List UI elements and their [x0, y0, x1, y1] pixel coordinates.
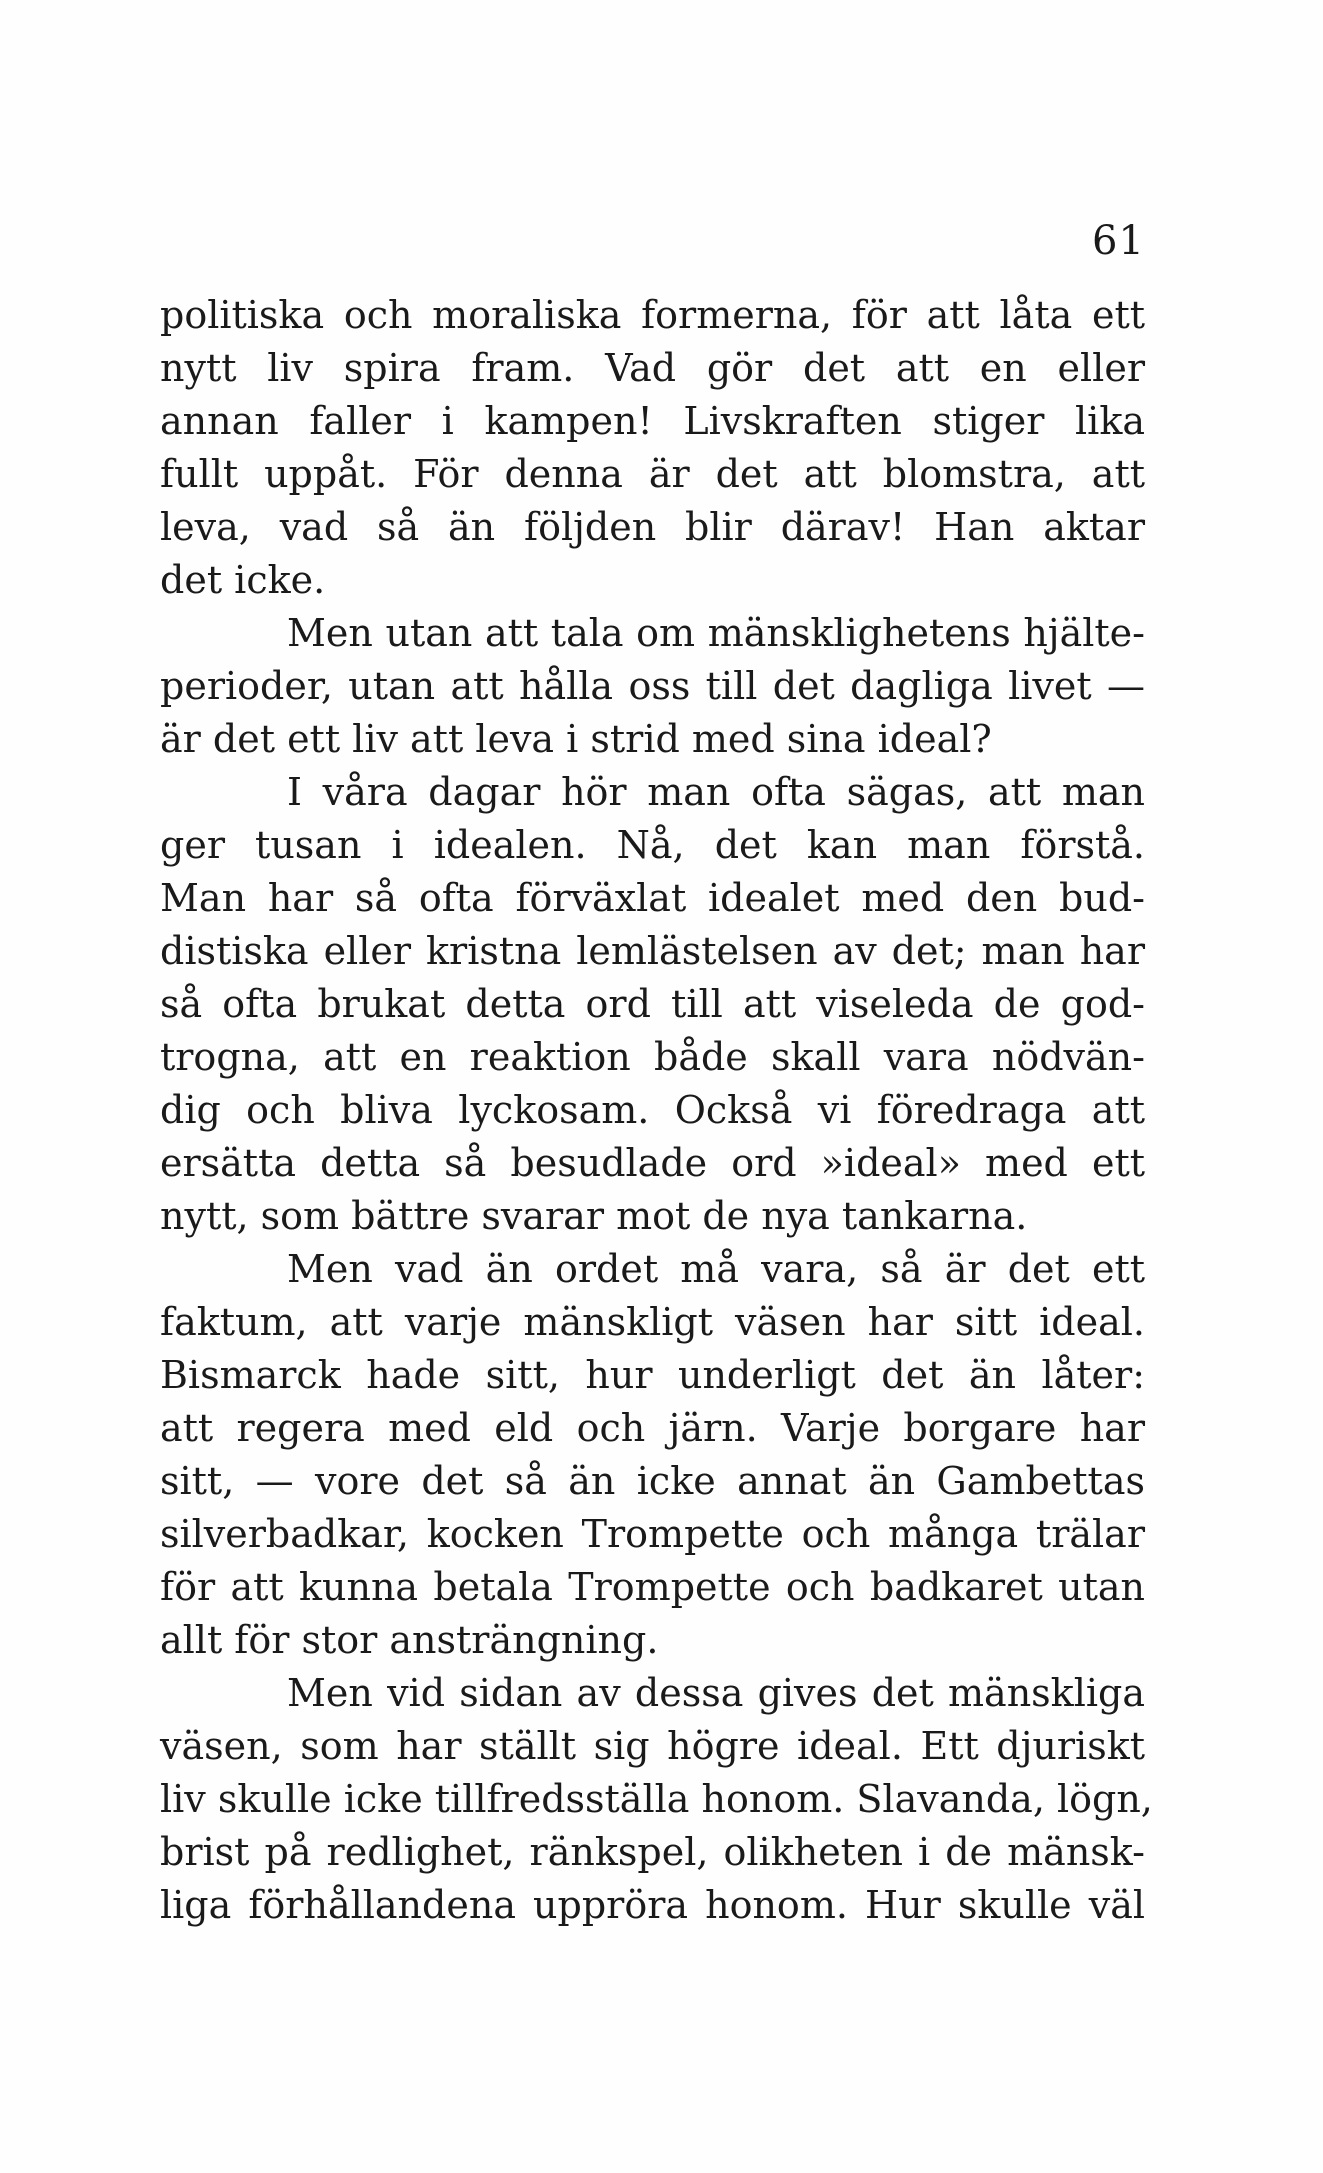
- text-line: är det ett liv att leva i strid med sina ideal?: [160, 717, 992, 761]
- paragraph-start-line: Men vad än ordet må vara, så är det ett: [287, 1247, 1145, 1291]
- text-line: liga förhållandena uppröra honom. Hur skulle väl: [160, 1883, 1145, 1927]
- text-line: fullt uppåt. För denna är det att blomstra, att: [160, 452, 1145, 496]
- text-line: leva, vad så än följden blir därav! Han aktar: [160, 505, 1145, 549]
- text-line: faktum, att varje mänskligt väsen har sitt ideal.: [160, 1300, 1145, 1344]
- text-line: dig och bliva lyckosam. Också vi föredraga att: [160, 1088, 1145, 1132]
- text-line: det icke.: [160, 558, 326, 602]
- text-line: så ofta brukat detta ord till att viseleda de god-: [160, 982, 1145, 1026]
- text-line: ersätta detta så besudlade ord »ideal» med ett: [160, 1141, 1145, 1185]
- text-line: sitt, — vore det så än icke annat än Gambettas: [160, 1459, 1145, 1503]
- page-number: 61: [1092, 218, 1145, 264]
- text-line: distiska eller kristna lemlästelsen av det; man har: [160, 929, 1145, 973]
- text-line: att regera med eld och järn. Varje borgare har: [160, 1406, 1145, 1450]
- text-line: annan faller i kampen! Livskraften stiger lika: [160, 399, 1145, 443]
- text-line: för att kunna betala Trompette och badkaret utan: [160, 1565, 1145, 1609]
- text-line: Man har så ofta förväxlat idealet med den bud-: [160, 876, 1145, 920]
- text-line: väsen, som har ställt sig högre ideal. Ett djuriskt: [160, 1724, 1145, 1768]
- text-line: brist på redlighet, ränkspel, olikheten i de mänsk-: [160, 1830, 1145, 1874]
- paragraph-start-line: I våra dagar hör man ofta sägas, att man: [287, 770, 1145, 814]
- text-line: perioder, utan att hålla oss till det dagliga livet —: [160, 664, 1145, 708]
- text-line: politiska och moraliska formerna, för att låta ett: [160, 293, 1145, 337]
- text-line: ger tusan i idealen. Nå, det kan man förstå.: [160, 823, 1145, 867]
- text-line: Bismarck hade sitt, hur underligt det än låter:: [160, 1353, 1145, 1397]
- text-line: allt för stor ansträngning.: [160, 1618, 659, 1662]
- text-line: silverbadkar, kocken Trompette och många trälar: [160, 1512, 1145, 1556]
- paragraph-start-line: Men utan att tala om mänsklighetens hjälte-: [287, 611, 1145, 655]
- text-line: nytt liv spira fram. Vad gör det att en eller: [160, 346, 1145, 390]
- text-line: nytt, som bättre svarar mot de nya tankarna.: [160, 1194, 1028, 1238]
- paragraph-start-line: Men vid sidan av dessa gives det mänskliga: [287, 1671, 1145, 1715]
- text-line: trogna, att en reaktion både skall vara nödvän-: [160, 1035, 1145, 1079]
- text-line: liv skulle icke tillfredsställa honom. Slavanda, lögn,: [160, 1777, 1153, 1821]
